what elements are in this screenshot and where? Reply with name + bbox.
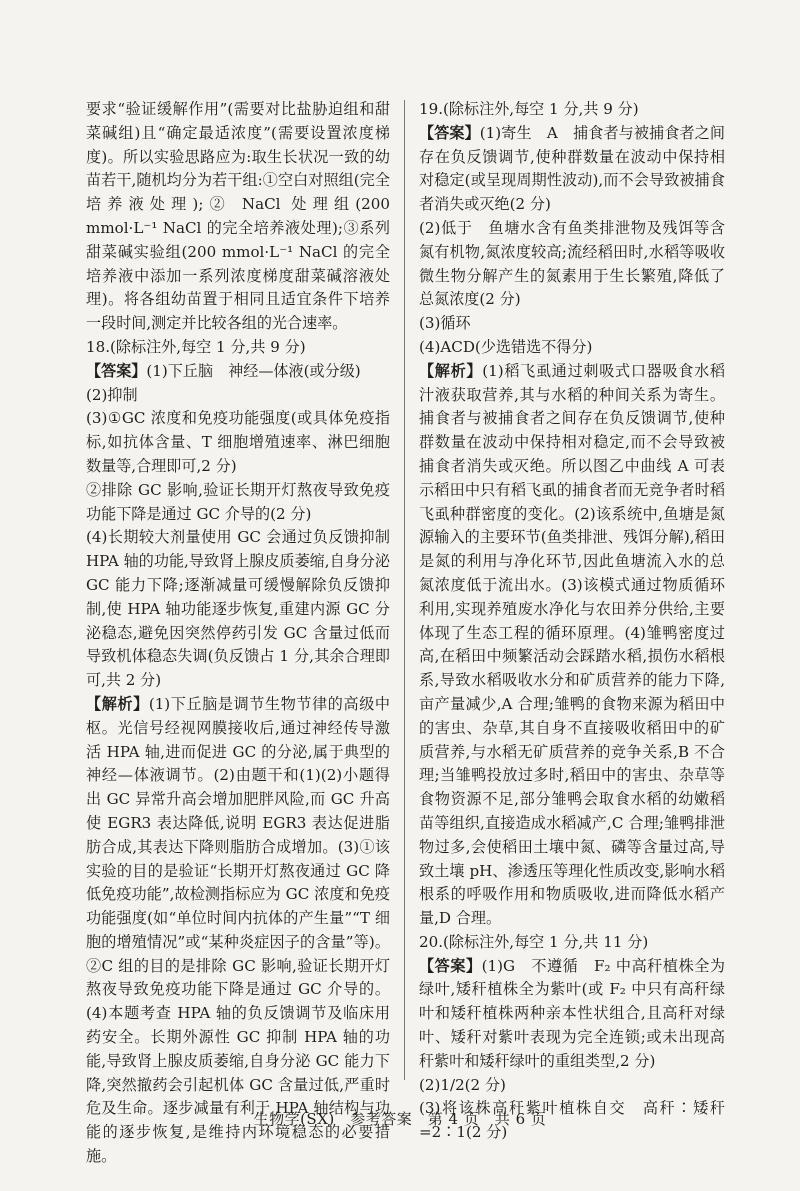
page-footer: 生物学(SX) 参考答案 第 4 页 共 6 页 (253, 1110, 547, 1128)
q18-answer-4: ②排除 GC 影响,验证长期开灯熬夜导致免疫功能下降是通过 GC 介导的(2 分) (86, 480, 390, 523)
q20-answer-tag: 【答案】 (419, 956, 482, 975)
q19-analysis-tag: 【解析】 (419, 361, 483, 380)
left-column (86, 98, 390, 1169)
q20-answer-3: (3)将该株高秆紫叶植株自交 高秆∶矮秆=2∶1(2 分) (419, 1099, 725, 1142)
q18-answer-tag: 【答案】 (86, 361, 147, 380)
q20-answer-2: (2)1/2(2 分) (419, 1075, 506, 1094)
column-divider (404, 100, 405, 1080)
q19-analysis: (1)稻飞虱通过刺吸式口器吸食水稻汁液获取营养,其与水稻的种间关系为寄生。捕食者与被捕食者之间存在负反馈调节,使种群数量在波动中保持相对稳定,而不会导致被捕食者消失或灭绝。所以图乙中曲线 A 可表示稻田中只有稻飞虱的捕食者而无竞争者时稻飞虱种群密度的变化。(2)该系统中,鱼塘是氮源输入的主要环节(鱼类排泄、残饵分解),稻田是氮的利用与净化环节,因此鱼塘流入水的总氮浓度低于流出水。(3)该模式通过物质循环利用,实现养殖废水净化与农田养分供给,主要体现了生态工程的循环原理。(4)雏鸭密度过高,在稻田中频繁活动会踩踏水稻,损伤水稻根系,导致水稻吸收水分和矿质营养的能力下降,亩产量减少,A 合理;雏鸭的食物来源为稻田中的害虫、杂草,其自身不直接吸收稻田中的矿质营养,与水稻无矿质营养的竞争关系,B 不合理;当雏鸭投放过多时,稻田中的害虫、杂草等食物资源不足,部分雏鸭会取食水稻的幼嫩稻苗等组织,直接造成水稻减产,C 合理;雏鸭排泄物过多,会使稻田土壤中氮、磷等含量过高,导致土壤 pH、渗透压等理化性质改变,影响水稻根系的呼吸作用和物质吸收,进而降低水稻产量,D 合理。 (419, 361, 725, 928)
q18-answer-2: (2)抑制 (86, 385, 138, 404)
q18-analysis-tag: 【解析】 (86, 694, 149, 713)
q19-heading: 19.(除标注外,每空 1 分,共 9 分) (419, 100, 639, 118)
q18-answer-5: (4)长期较大剂量使用 GC 会通过负反馈抑制 HPA 轴的功能,导致肾上腺皮质萎缩,自身分泌 GC 能力下降;逐渐减量可缓慢解除负反馈抑制,使 HPA 轴功能逐步恢复,重建内源 GC 分泌稳态,避免因突然停药引发 GC 含量过低而导致机体稳态失调(负反馈占 1 分,其余合理即可,共 2 分) (86, 528, 390, 690)
q18-answer-1: (1)下丘脑 神经—体液(或分级) (146, 361, 361, 380)
q19-answer-2: (2)低于 鱼塘水含有鱼类排泄物及残饵等含氮有机物,氮浓度较高;流经稻田时,水稻等吸收微生物分解产生的氮素用于生长繁殖,降低了总氮浓度(2 分) (419, 218, 725, 309)
q19-answer-tag: 【答案】 (419, 123, 480, 142)
intro-paragraph: 要求“验证缓解作用”(需要对比盐胁迫组和甜菜碱组)且“确定最适浓度”(需要设置浓度梯度)。所以实验思路应为:取生长状况一致的幼苗若干,随机均分为若干组:①空白对照组(完全培养液处理);② NaCl 处理组(200 mmol·L⁻¹ NaCl 的完全培养液处理);③系列甜菜碱实验组(200 mmol·L⁻¹ NaCl 的完全培养液中添加一系列浓度梯度甜菜碱溶液处理)。将各组幼苗置于相同且适宜条件下培养一段时间,测定并比较各组的光合速率。 (86, 100, 390, 333)
q19-answer-3: (3)循环 (419, 314, 471, 333)
q18-analysis: (1)下丘脑是调节生物节律的高级中枢。光信号经视网膜接收后,通过神经传导激活 HPA 轴,进而促进 GC 的分泌,属于典型的神经—体液调节。(2)由题干和(1)(2)小题得出 GC 异常升高会增加肥胖风险,而 GC 升高使 EGR3 表达降低,说明 EGR3 表达促进脂肪合成,其表达下降则脂肪合成增加。(3)①该实验的目的是验证“长期开灯熬夜通过 GC 降低免疫功能”,故检测指标应为 GC 浓度和免疫功能强度(如“单位时间内抗体的产生量”“T 细胞的增殖情况”或“某种炎症因子的含量”等)。②C 组的目的是排除 GC 影响,验证长期开灯熬夜导致免疫功能下降是通过 GC 介导的。(4)本题考查 HPA 轴的负反馈调节及临床用药安全。长期外源性 GC 抑制 HPA 轴的功能,导致肾上腺皮质萎缩,自身分泌 GC 能力下降,突然撤药会引起机体 GC 含量过低,严重时危及生命。逐步减量有利于 HPA 轴结构与功能的逐步恢复,是维持内环境稳态的必要措施。 (86, 694, 390, 1166)
q19-answer-1: (1)寄生 A 捕食者与被捕食者之间存在负反馈调节,使种群数量在波动中保持相对稳定(或呈现周期性波动),而不会导致被捕食者消失或灭绝(2 分) (419, 123, 725, 214)
q20-heading: 20.(除标注外,每空 1 分,共 11 分) (419, 932, 649, 951)
q18-heading: 18.(除标注外,每空 1 分,共 9 分) (86, 337, 306, 356)
right-column (419, 98, 725, 1145)
q20-answer-1: (1)G 不遵循 F₂ 中高秆植株全为绿叶,矮秆植株全为紫叶(或 F₂ 中只有高秆绿叶和矮秆植株两种亲本性状组合,且高秆对绿叶、矮秆对紫叶表现为完全连锁;或未出现高秆紫叶和矮秆绿叶的重组类型,2 分) (419, 956, 725, 1070)
q18-answer-3: (3)①GC 浓度和免疫功能强度(或具体免疫指标,如抗体含量、T 细胞增殖速率、淋巴细胞数量等,合理即可,2 分) (86, 409, 390, 475)
q19-answer-4: (4)ACD(少选错选不得分) (419, 337, 593, 356)
